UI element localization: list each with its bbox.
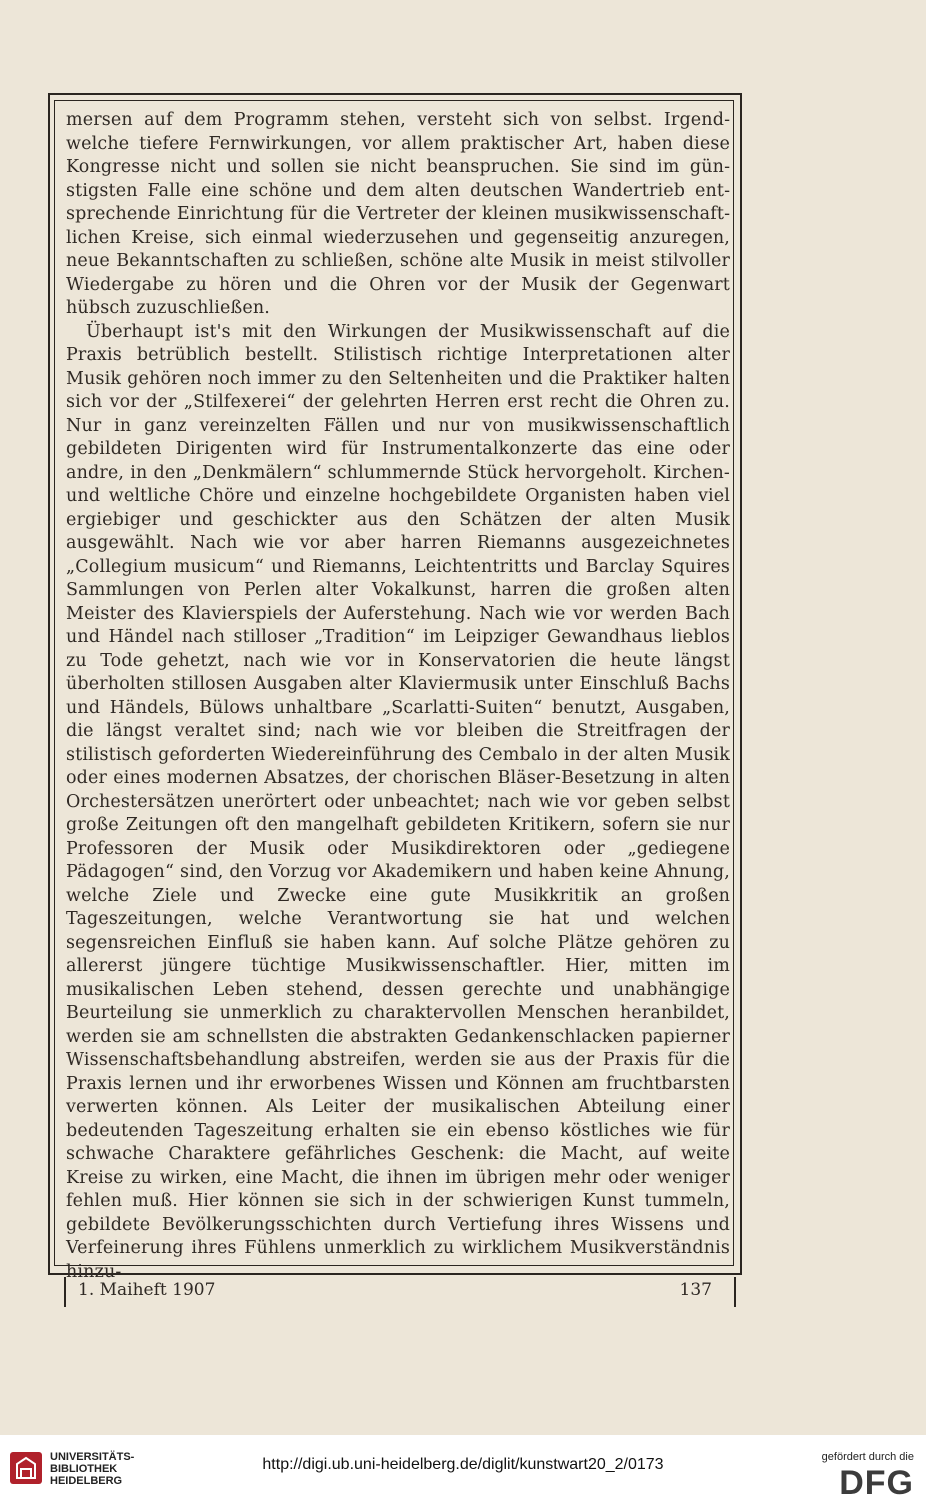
article-text — [66, 109, 730, 1282]
issue-label: 1. Maiheft 1907 — [78, 1280, 216, 1300]
page-number: 137 — [679, 1280, 712, 1300]
library-name: UNIVERSITÄTS- BIBLIOTHEK HEIDELBERG — [50, 1451, 135, 1487]
page-footer — [64, 1277, 736, 1307]
paragraph-2: Überhaupt ist's mit den Wirkungen der Musikwissenschaft auf die Praxis betrüblich bestellt. Stilistisch richtige Interpretationen alter Musik gehören noch immer zu den Seltenheiten und die Praktiker halten sich vor der „Stilfexerei“ der gelehrten Herren erst recht die Ohren zu. Nur in ganz vereinzelten Fällen und nur von musikwissenschaftlich gebildeten Dirigenten wird für Instrumentalkonzerte das eine oder andre, in den „Denkmälern“ schlummernde Stück hervorgeholt. Kirchen- und weltliche Chöre und einzelne hochgebildete Organisten haben viel ergiebiger und geschickter aus den Schätzen der alten Musik ausgewählt. Nach wie vor aber harren Riemanns ausgezeichnetes „Collegium musicum“ und Riemanns, Leichtentritts und Barclay Squires Sammlungen von Perlen alter Vokalkunst, harren die großen alten Meister des Klavierspiels der Auferstehung. Nach wie vor werden Bach und Händel nach stilloser „Tradition“ im Leipziger Gewandhaus lieblos zu Tode gehetzt, nach wie vor in Konservatorien die heute längst überholten stillosen Ausgaben alter Klaviermusik unter Einschluß Bachs und Händels, Bülows unhaltbare „Scarlatti-Suiten“ benutzt, Ausgaben, die längst veraltet sind; nach wie vor bleiben die Streitfragen der stilistisch geforderten Wiedereinführung des Cembalo in der alten Musik oder eines modernen Absatzes, der chorischen Bläser-Besetzung in alten Orchestersätzen unerörtert oder unbeachtet; nach wie vor geben selbst große Zeitungen oft den mangelhaft gebildeten Kritikern, sofern sie nur Professoren der Musik oder Musikdirektoren oder „gediegene Pädagogen“ sind, den Vorzug vor Akademikern und haben keine Ahnung, welche Ziele und Zwecke eine gute Musikkritik an großen Tageszeitungen, welche Verantwortung sie hat und welchen segensreichen Einfluß sie haben kann. Auf solche Plätze gehören zu allererst jüngere tüchtige Musikwissenschaftler. Hier, mitten im musikalischen Leben stehend, dessen gerechte und unabhängige Beurteilung sie unmerklich zu charaktervollen Menschen heranbildet, werden sie am schnellsten die abstrakten Gedankenschlacken papierner Wissenschaftsbehandlung abstreifen, werden sie aus der Praxis für die Praxis lernen und ihr erworbenes Wissen und Können am fruchtbarsten verwerten können. Als Leiter der musikalischen Abteilung einer bedeutenden Tageszeitung erhalten sie ein ebenso köstliches wie für schwache Charaktere gefährliches Geschenk: die Macht, auf weite Kreise zu wirken, eine Macht, die ihnen im übrigen mehr oder weniger fehlen muß. Hier können sie sich in der schwierigen Kunst tummeln, gebildete Bevölkerungsschichten durch Vertiefung ihres Wissens und Verfeinerung ihres Fühlens unmerklich zu wirklichem Musikverständnis hinzu- — [66, 321, 730, 1282]
viewer-footer-bar — [0, 1435, 926, 1511]
dfg-logo: DFG — [839, 1464, 914, 1502]
paragraph-1: mersen auf dem Programm stehen, versteht sich von selbst. Irgendwelche tiefere Fernwirkungen, vor allem praktischer Art, haben diese Kongresse nicht und sollen sie nicht beanspruchen. Sie sind im günstigsten Falle eine schöne und dem alten deutschen Wandertrieb entsprechende Einrichtung für die Vertreter der kleinen musikwissenschaftlichen Kreise, sich einmal wiederzusehen und gegenseitig anzuregen, neue Bekanntschaften zu schließen, schöne alte Musik in meist stilvoller Wiedergabe zu hören und die Ohren vor der Musik der Gegenwart hübsch zuzuschließen. — [66, 110, 730, 318]
funded-by-label: gefördert durch die — [821, 1451, 914, 1463]
permalink[interactable]: http://digi.ub.uni-heidelberg.de/diglit/kunstwart20_2/0173 — [262, 1456, 664, 1473]
